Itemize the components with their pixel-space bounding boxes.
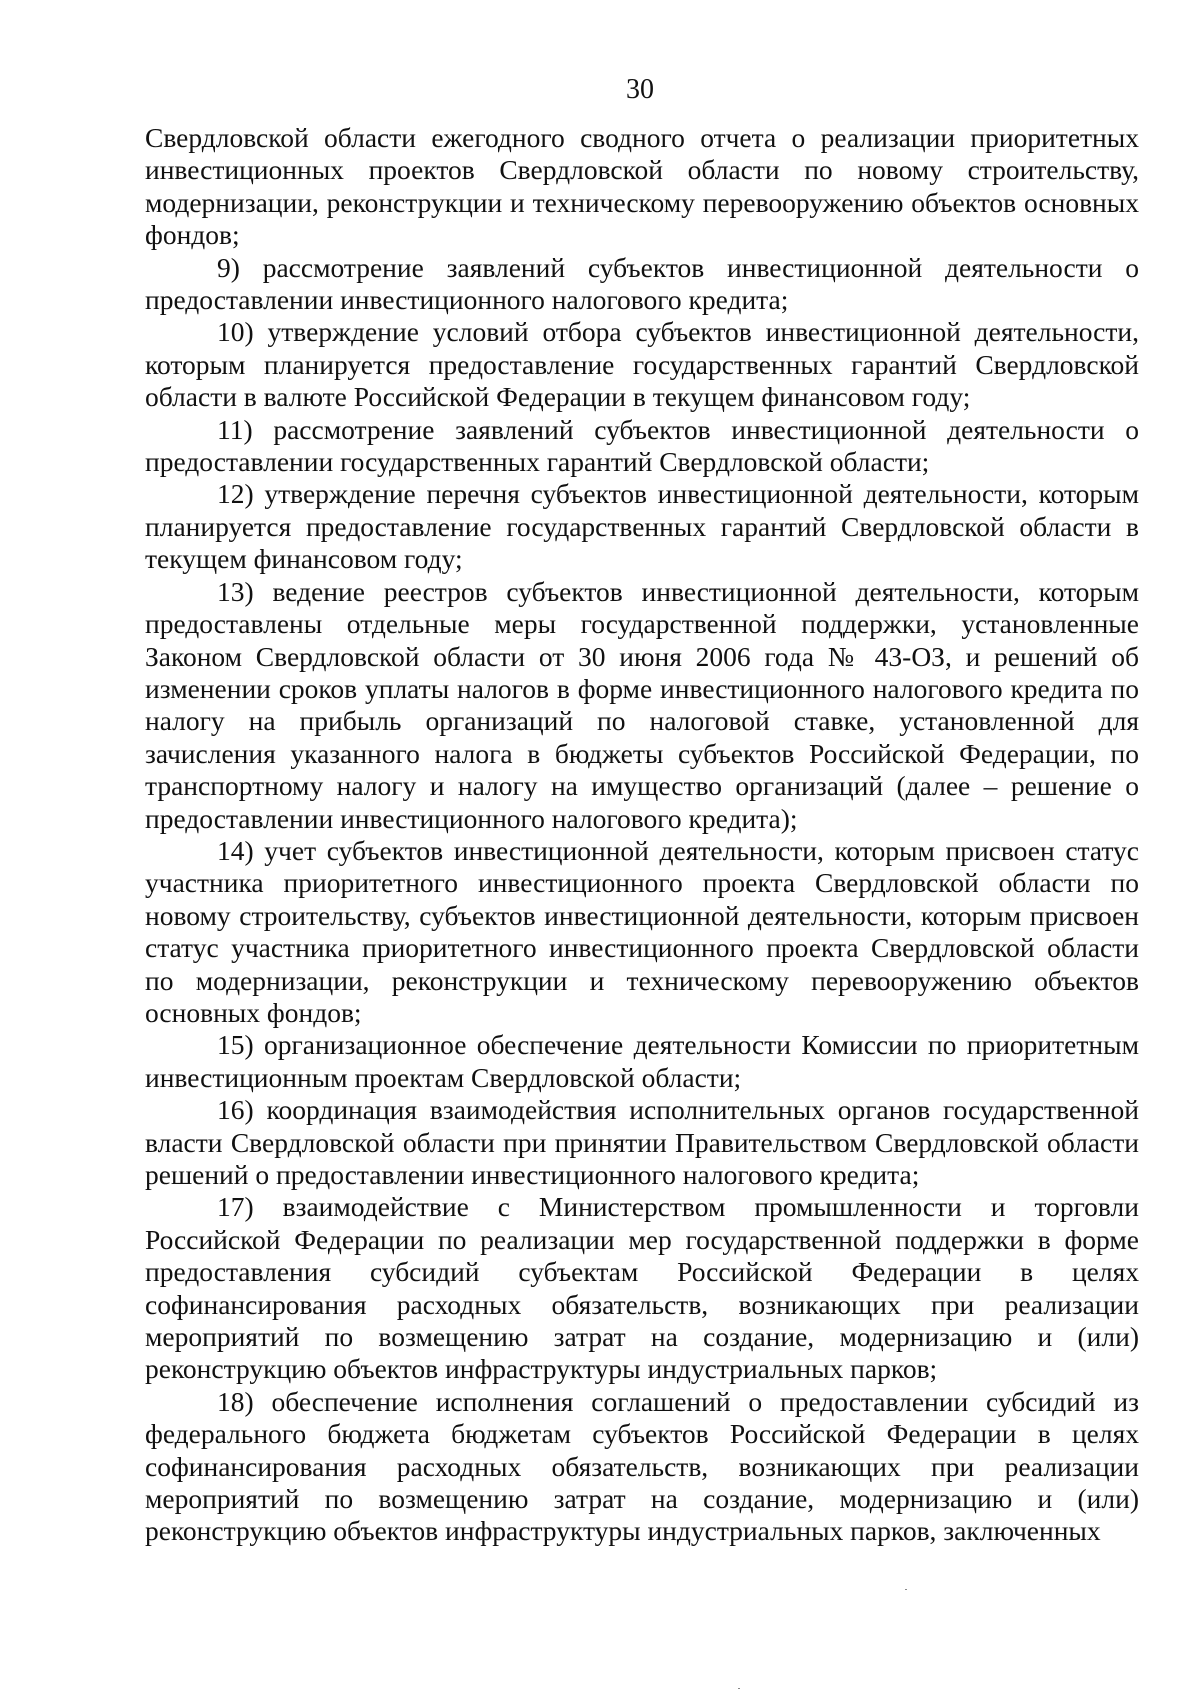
document-body <box>145 122 1139 1548</box>
list-item-13: 13) ведение реестров субъектов инвестиционной деятельности, которым предоставлены отдельные меры государственной поддержки, установленные Законом Свердловской области от 30 июня 2006 года № 43-ОЗ, и решений об изменении сроков уплаты налогов в форме инвестиционного налогового кредита по налогу на прибыль организаций по налоговой ставке, установленной для зачисления указанного налога в бюджеты субъектов Российской Федерации, по транспортному налогу и налогу на имущество организаций (далее – решение о предоставлении инвестиционного налогового кредита); <box>145 575 1139 834</box>
list-item-18: 18) обеспечение исполнения соглашений о предоставлении субсидий из федерального бюджета бюджетам субъектов Российской Федерации в целях софинансирования расходных обязательств, возникающих при реализации мероприятий по возмещению затрат на создание, модернизацию и (или) реконструкцию объектов инфраструктуры индустриальных парков, заключенных <box>145 1385 1139 1547</box>
list-item-15: 15) организационное обеспечение деятельности Комиссии по приоритетным инвестиционным проектам Свердловской области; <box>145 1029 1139 1093</box>
list-item-10: 10) утверждение условий отбора субъектов инвестиционной деятельности, которым планируется предоставление государственных гарантий Свердловской области в валюте Российской Федерации в текущем финансовом году; <box>145 316 1139 413</box>
list-item-11: 11) рассмотрение заявлений субъектов инвестиционной деятельности о предоставлении государственных гарантий Свердловской области; <box>145 413 1139 478</box>
list-item-16: 16) координация взаимодействия исполнительных органов государственной власти Свердловской области при принятии Правительством Свердловской области решений о предоставлении инвестиционного налогового кредита; <box>145 1094 1139 1190</box>
list-item-17: 17) взаимодействие с Министерством промышленности и торговли Российской Федерации по реализации мер государственной поддержки в форме предоставления субсидий субъектам Российской Федерации в целях софинансирования расходных обязательств, возникающих при реализации мероприятий по возмещению затрат на создание, модернизацию и (или) реконструкцию объектов инфраструктуры индустриальных парков; <box>145 1191 1139 1385</box>
scan-speck <box>738 1688 740 1689</box>
scan-speck <box>905 1589 907 1590</box>
paragraph-continuation: Свердловской области ежегодного сводного отчета о реализации приоритетных инвестиционных проектов Свердловской области по новому строительству, модернизации, реконструкции и техническому перевооружению объектов основных фондов; <box>145 122 1139 251</box>
list-item-9: 9) рассмотрение заявлений субъектов инвестиционной деятельности о предоставлении инвестиционного налогового кредита; <box>145 251 1139 316</box>
page-number: 30 <box>626 74 654 105</box>
list-item-14: 14) учет субъектов инвестиционной деятельности, которым присвоен статус участника приоритетного инвестиционного проекта Свердловской области по новому строительству, субъектов инвестиционной деятельности, которым присвоен статус участника приоритетного инвестиционного проекта Свердловской области по модернизации, реконструкции и техническому перевооружению объектов основных фондов; <box>145 834 1139 1028</box>
list-item-12: 12) утверждение перечня субъектов инвестиционной деятельности, которым планируется предоставление государственных гарантий Свердловской области в текущем финансовом году; <box>145 478 1139 575</box>
